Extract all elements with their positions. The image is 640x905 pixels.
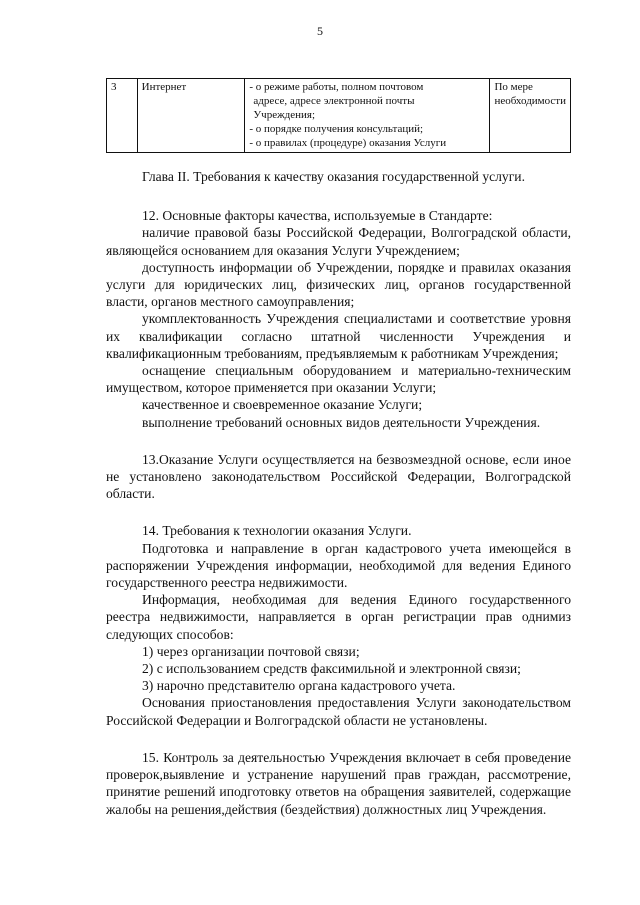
description-line: - о правилах (процедуре) оказания Услуги <box>249 137 447 149</box>
delivery-method-item: 3) нарочно представителю органа кадастрового учета. <box>142 678 456 694</box>
info-channel-table <box>106 78 571 153</box>
quality-factor-item: оснащение специальным оборудованием и материально-техническим имуществом, которое применяется при оказании Услуги; <box>106 363 571 396</box>
quality-factor-item: выполнение требований основных видов деятельности Учреждения. <box>142 414 541 430</box>
section-13: 13.Оказание Услуги осуществляется на безвозмездной основе, если иное не установлено законодательством Российской Федерации, Волгоградской области. <box>106 451 571 502</box>
description-line: - о порядке получения консультаций; <box>249 123 424 135</box>
description-line: - о режиме работы, полном почтовом <box>249 81 424 93</box>
chapter-title: Глава II. Требования к качеству оказания государственной услуги. <box>142 169 525 184</box>
channel-cell: Интернет <box>137 79 245 153</box>
frequency-cell: По мере необходимости <box>490 79 571 153</box>
section-15: 15. Контроль за деятельностью Учреждения включает в себя проведение проверок,выявление и устранение нарушений прав граждан, рассмотрение, принятие решений иподготовку ответов на обращения заявителей, содержащие жалобы на решения,действия (бездействия) должностных лиц Учреждения. <box>106 749 571 817</box>
document-body <box>106 168 571 818</box>
quality-factor-item: качественное и своевременное оказание Услуги; <box>142 397 423 413</box>
section-14-paragraph: Подготовка и направление в орган кадастрового учета имеющейся в распоряжении Учреждения информации, необходимой для ведения Единого государственного реестра недвижимости. <box>106 540 571 591</box>
section-12-heading: 12. Основные факторы качества, используемые в Стандарте: <box>142 208 493 224</box>
description-line: адресе, адресе электронной почты <box>253 95 415 107</box>
description-line: Учреждения; <box>253 109 316 121</box>
delivery-method-item: 1) через организации почтовой связи; <box>142 643 360 659</box>
section-14-paragraph: Информация, необходимая для ведения Единого государственного реестра недвижимости, направляется в орган регистрации прав однимиз следующих способов: <box>106 592 571 642</box>
row-number: 3 <box>107 79 138 153</box>
section-14-heading: 14. Требования к технологии оказания Услуги. <box>142 523 412 539</box>
description-cell <box>245 79 490 153</box>
quality-factor-item: укомплектованность Учреждения специалистами и соответствие уровня их квалификации согласно штатной численности Учреждения и квалификационным требованиям, предъявляемым к работникам Учреждения; <box>106 311 571 361</box>
quality-factor-item: доступность информации об Учреждении, порядке и правилах оказания услуги для юридических лиц, физических лиц, органов государственной власти, органов местного самоуправления; <box>106 259 571 310</box>
quality-factor-item: наличие правовой базы Российской Федерации, Волгоградской области, являющейся основанием для оказания Услуги Учреждением; <box>106 225 571 258</box>
table-row <box>107 79 571 153</box>
delivery-method-item: 2) с использованием средств факсимильной и электронной связи; <box>142 661 521 677</box>
section-14-paragraph: Основания приостановления предоставления Услуги законодательством Российской Федерации и Волгоградской области не установлены. <box>106 695 571 728</box>
page-number: 5 <box>317 24 323 38</box>
